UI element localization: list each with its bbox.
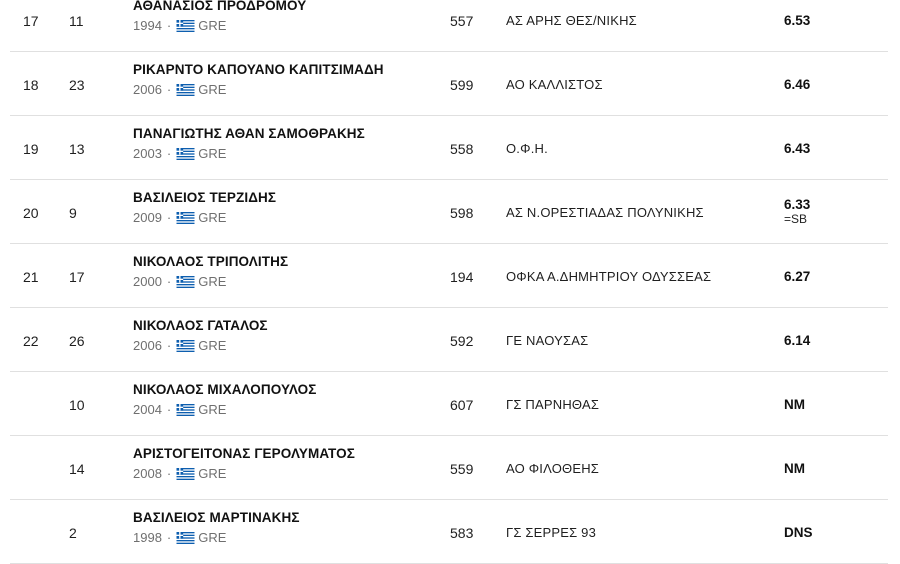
mark-value: 6.14 <box>784 333 811 348</box>
athlete-name[interactable]: ΑΘΑΝΑΣΙΟΣ ΠΡΟΔΡΟΜΟΥ <box>133 0 307 13</box>
separator: · <box>166 146 172 161</box>
athlete-cell <box>133 190 276 225</box>
mark-value: 6.43 <box>784 141 811 156</box>
result-mark <box>784 13 810 28</box>
place: 22 <box>23 333 39 349</box>
greece-flag-icon <box>176 148 195 160</box>
result-row[interactable] <box>10 52 888 116</box>
athlete-cell <box>133 318 268 353</box>
mark-value: 6.33 <box>784 197 811 212</box>
athlete-name[interactable]: ΒΑΣΙΛΕΙΟΣ ΜΑΡΤΙΝΑΚΗΣ <box>133 510 300 525</box>
results-table <box>10 0 888 564</box>
athlete-meta <box>133 338 268 353</box>
place: 19 <box>23 141 39 157</box>
country-code: GRE <box>198 274 227 289</box>
result-mark <box>784 141 810 156</box>
club-code: 599 <box>450 77 474 93</box>
birth-year: 2006 <box>133 338 162 353</box>
result-row[interactable] <box>10 0 888 52</box>
club-name: ΟΦΚΑ Α.ΔΗΜΗΤΡΙΟΥ ΟΔΥΣΣΕΑΣ <box>506 269 712 284</box>
club-name: ΑΟ ΚΑΛΛΙΣΤΟΣ <box>506 77 603 92</box>
athlete-meta <box>133 466 355 481</box>
greece-flag-icon <box>176 468 195 480</box>
country-code: GRE <box>198 466 227 481</box>
club-name: ΓΣ ΣΕΡΡΕΣ 93 <box>506 525 597 540</box>
result-row[interactable] <box>10 372 888 436</box>
result-mark <box>784 333 810 348</box>
birth-year: 2008 <box>133 466 162 481</box>
mark-value: 6.46 <box>784 77 811 92</box>
club-code: 583 <box>450 525 474 541</box>
country-code: GRE <box>198 146 227 161</box>
club-name: ΓΕ ΝΑΟΥΣΑΣ <box>506 333 589 348</box>
athlete-cell <box>133 510 300 545</box>
birth-year: 2003 <box>133 146 162 161</box>
bib-number: 26 <box>69 333 85 349</box>
result-mark <box>784 197 810 227</box>
separator: · <box>166 274 172 289</box>
result-mark <box>784 77 810 92</box>
greece-flag-icon <box>176 212 195 224</box>
place: 21 <box>23 269 39 285</box>
club-name: ΑΣ ΑΡΗΣ ΘΕΣ/ΝΙΚΗΣ <box>506 13 637 28</box>
country-code: GRE <box>198 18 227 33</box>
athlete-cell <box>133 446 355 481</box>
greece-flag-icon <box>176 84 195 96</box>
result-mark <box>784 269 810 284</box>
athlete-meta <box>133 274 288 289</box>
birth-year: 1994 <box>133 18 162 33</box>
mark-value: NM <box>784 397 805 412</box>
result-row[interactable] <box>10 180 888 244</box>
greece-flag-icon <box>176 404 195 416</box>
club-code: 592 <box>450 333 474 349</box>
result-mark <box>784 397 805 412</box>
athlete-cell <box>133 126 365 161</box>
mark-value: 6.53 <box>784 13 811 28</box>
athlete-cell <box>133 62 384 97</box>
country-code: GRE <box>198 402 227 417</box>
separator: · <box>166 402 172 417</box>
greece-flag-icon <box>176 340 195 352</box>
club-code: 557 <box>450 13 474 29</box>
club-code: 194 <box>450 269 474 285</box>
bib-number: 23 <box>69 77 85 93</box>
country-code: GRE <box>198 338 227 353</box>
athlete-meta <box>133 18 306 33</box>
country-code: GRE <box>198 82 227 97</box>
club-code: 559 <box>450 461 474 477</box>
bib-number: 11 <box>69 13 84 29</box>
athlete-name[interactable]: ΝΙΚΟΛΑΟΣ ΤΡΙΠΟΛΙΤΗΣ <box>133 254 289 269</box>
separator: · <box>166 82 172 97</box>
athlete-meta <box>133 530 300 545</box>
birth-year: 1998 <box>133 530 162 545</box>
country-code: GRE <box>198 530 227 545</box>
country-code: GRE <box>198 210 227 225</box>
athlete-cell <box>133 0 306 33</box>
athlete-name[interactable]: ΠΑΝΑΓΙΩΤΗΣ ΑΘΑΝ ΣΑΜΟΘΡΑΚΗΣ <box>133 126 365 141</box>
athlete-name[interactable]: ΝΙΚΟΛΑΟΣ ΜΙΧΑΛΟΠΟΥΛΟΣ <box>133 382 317 397</box>
separator: · <box>166 210 172 225</box>
athlete-name[interactable]: ΒΑΣΙΛΕΙΟΣ ΤΕΡΖΙΔΗΣ <box>133 190 277 205</box>
result-row[interactable] <box>10 500 888 564</box>
result-mark <box>784 461 805 476</box>
club-name: ΓΣ ΠΑΡΝΗΘΑΣ <box>506 397 600 412</box>
athlete-meta <box>133 210 276 225</box>
greece-flag-icon <box>176 20 195 32</box>
athlete-name[interactable]: ΝΙΚΟΛΑΟΣ ΓΑΤΑΛΟΣ <box>133 318 268 333</box>
bib-number: 14 <box>69 461 85 477</box>
club-code: 598 <box>450 205 474 221</box>
bib-number: 10 <box>69 397 85 413</box>
club-name: ΑΟ ΦΙΛΟΘΕΗΣ <box>506 461 600 476</box>
greece-flag-icon <box>176 276 195 288</box>
result-row[interactable] <box>10 436 888 500</box>
separator: · <box>166 466 172 481</box>
bib-number: 9 <box>69 205 77 221</box>
athlete-meta <box>133 402 316 417</box>
bib-number: 13 <box>69 141 85 157</box>
athlete-cell <box>133 254 288 289</box>
birth-year: 2000 <box>133 274 162 289</box>
result-mark <box>784 525 813 540</box>
separator: · <box>166 18 172 33</box>
greece-flag-icon <box>176 532 195 544</box>
club-name: Ο.Φ.Η. <box>506 141 548 156</box>
athlete-meta <box>133 82 384 97</box>
result-row[interactable] <box>10 244 888 308</box>
club-code: 558 <box>450 141 474 157</box>
athlete-meta <box>133 146 365 161</box>
mark-value: DNS <box>784 525 813 540</box>
birth-year: 2004 <box>133 402 162 417</box>
place: 18 <box>23 77 39 93</box>
place: 17 <box>23 13 39 29</box>
birth-year: 2006 <box>133 82 162 97</box>
separator: · <box>166 338 172 353</box>
athlete-name[interactable]: ΡΙΚΑΡΝΤΟ ΚΑΠΟΥΑΝΟ ΚΑΠΙΤΣΙΜΑΔΗ <box>133 62 384 77</box>
club-code: 607 <box>450 397 474 413</box>
athlete-name[interactable]: ΑΡΙΣΤΟΓΕΙΤΟΝΑΣ ΓΕΡΟΛΥΜΑΤΟΣ <box>133 446 355 461</box>
place: 20 <box>23 205 39 221</box>
athlete-cell <box>133 382 316 417</box>
result-row[interactable] <box>10 308 888 372</box>
birth-year: 2009 <box>133 210 162 225</box>
club-name: ΑΣ Ν.ΟΡΕΣΤΙΑΔΑΣ ΠΟΛΥΝΙΚΗΣ <box>506 205 704 220</box>
mark-value: NM <box>784 461 805 476</box>
result-row[interactable] <box>10 116 888 180</box>
bib-number: 17 <box>69 269 85 285</box>
mark-value: 6.27 <box>784 269 811 284</box>
mark-note: =SB <box>784 212 808 226</box>
separator: · <box>166 530 172 545</box>
bib-number: 2 <box>69 525 77 541</box>
